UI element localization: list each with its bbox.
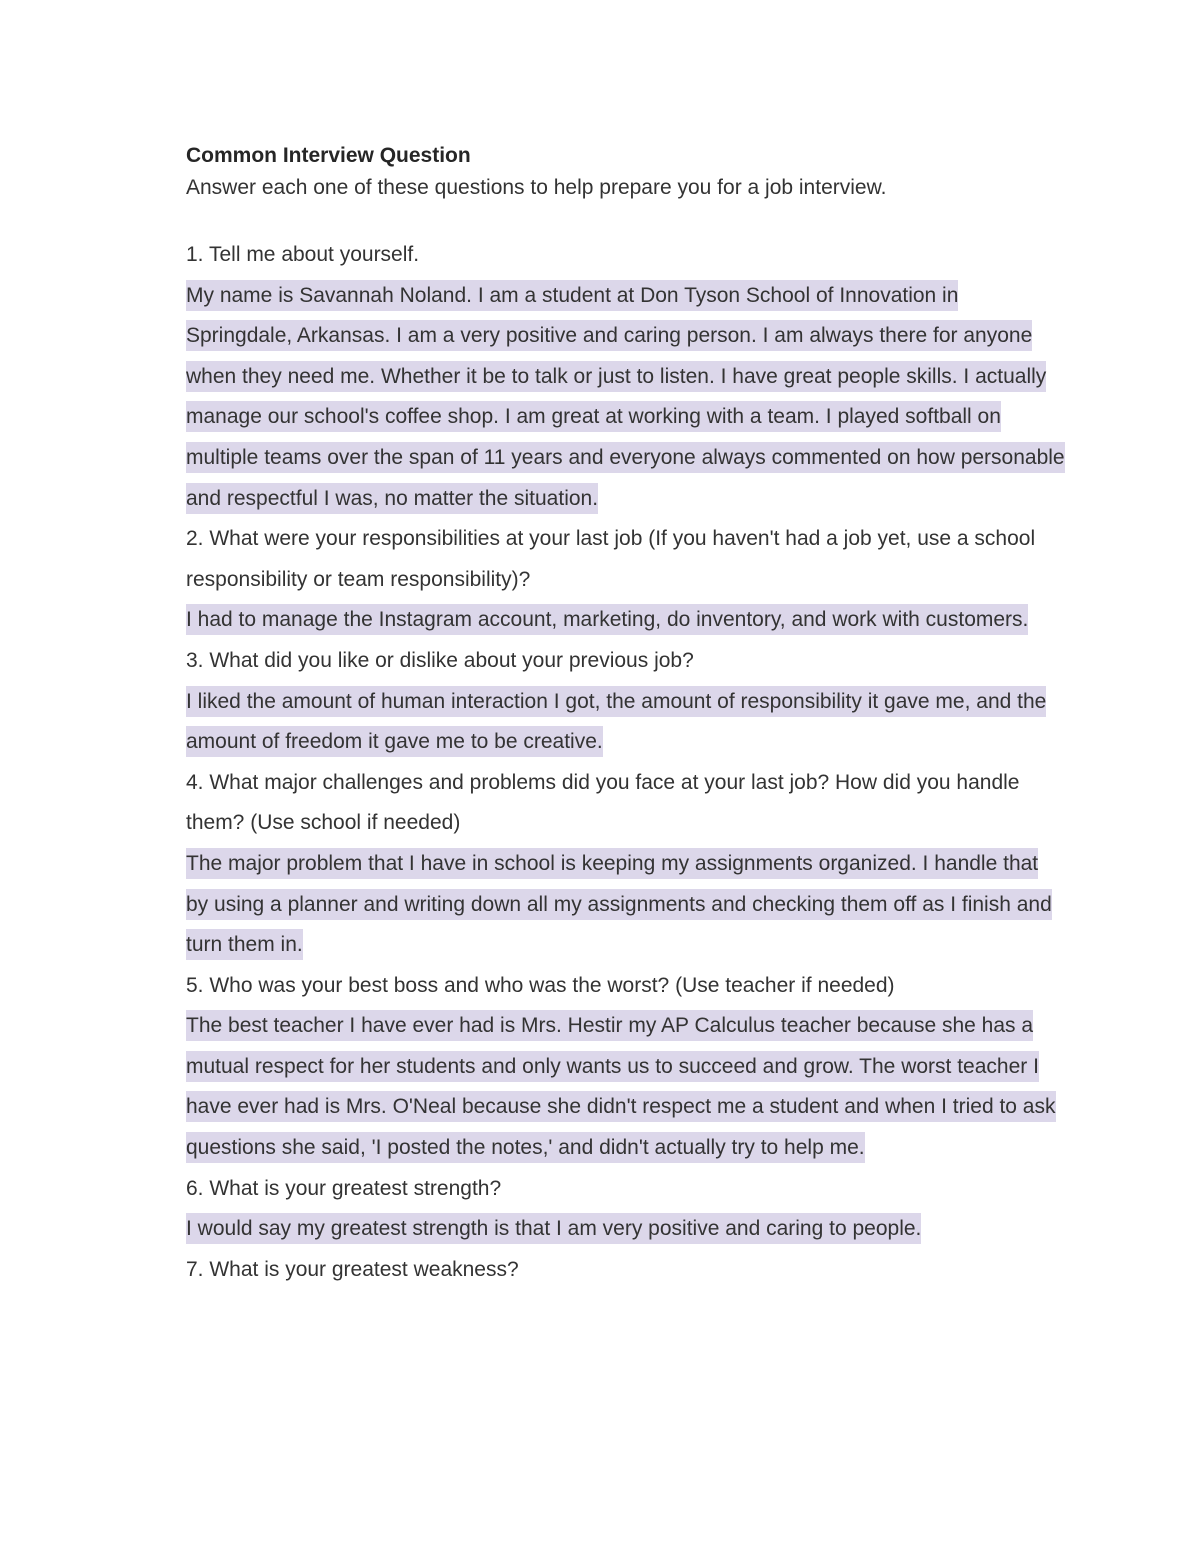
question-1: 1. Tell me about yourself. <box>186 243 420 266</box>
answer-6[interactable] <box>186 1209 1066 1250</box>
document-title: Common Interview Question <box>186 144 471 167</box>
question-3: 3. What did you like or dislike about your previous job? <box>186 648 694 672</box>
answer-1-text: My name is Savannah Noland. I am a student at Don Tyson School of Innovation in Springdale, Arkansas. I am a very positive and caring person. I am always there for anyone when they need me. Whether it be to talk or just to listen. I have great people skills. I actually manage our school's coffee shop. I am great at working with a team. I played softball on multiple teams over the span of 11 years and everyone always commented on how personable and respectful I was, no matter the situation. <box>186 280 1065 514</box>
document-subtitle: Answer each one of these questions to help prepare you for a job interview. <box>186 176 887 199</box>
qa-item-1 <box>186 235 1066 519</box>
answer-5-text: The best teacher I have ever had is Mrs. Hestir my AP Calculus teacher because she has a mutual respect for her students and only wants us to succeed and grow. The worst teacher I have ever had is Mrs. O'Neal because she didn't respect me a student and when I tried to ask questions she said, 'I posted the notes,' and didn't actually try to help me. <box>186 1010 1056 1163</box>
answer-4-text: The major problem that I have in school is keeping my assignments organized. I handle that by using a planner and writing down all my assignments and checking them off as I finish and turn them in. <box>186 848 1052 960</box>
qa-item-6 <box>186 1169 1066 1250</box>
answer-2-text: I had to manage the Instagram account, marketing, do inventory, and work with customers. <box>186 604 1028 635</box>
qa-item-4 <box>186 763 1066 966</box>
answer-2[interactable] <box>186 600 1066 641</box>
qa-item-3 <box>186 641 1066 763</box>
answer-6-text: I would say my greatest strength is that I am very positive and caring to people. <box>186 1213 921 1244</box>
answer-1[interactable] <box>186 276 1066 520</box>
question-4: 4. What major challenges and problems did you face at your last job? How did you handle them? (Use school if needed) <box>186 770 1020 835</box>
document-page <box>186 141 1066 1290</box>
answer-5[interactable] <box>186 1006 1066 1168</box>
question-7: 7. What is your greatest weakness? <box>186 1257 519 1281</box>
question-6: 6. What is your greatest strength? <box>186 1176 502 1200</box>
qa-item-2 <box>186 519 1066 641</box>
answer-3-text: I liked the amount of human interaction I got, the amount of responsibility it gave me, and the amount of freedom it gave me to be creative. <box>186 686 1046 758</box>
qa-item-5 <box>186 966 1066 1169</box>
question-5: 5. Who was your best boss and who was the worst? (Use teacher if needed) <box>186 973 895 997</box>
qa-item-7 <box>186 1250 1066 1291</box>
question-2: 2. What were your responsibilities at your last job (If you haven't had a job yet, use a school responsibility or team responsibility)? <box>186 527 1036 591</box>
answer-3[interactable] <box>186 682 1066 763</box>
answer-4[interactable] <box>186 844 1066 966</box>
